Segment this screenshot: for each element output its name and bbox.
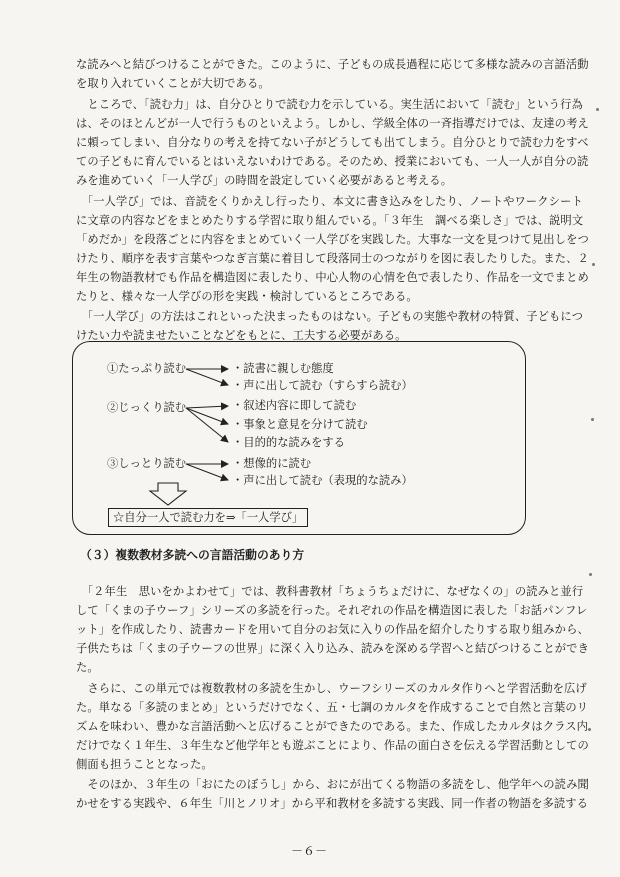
diagram-item: ・叙述内容に即して読む bbox=[232, 399, 357, 412]
text-line: 「めだか」を段落ごとに内容をまとめていく一人学びを実践した。大事な一文を見つけて見出しをつ bbox=[76, 233, 589, 246]
diagram-item: ・目的的な読みをする bbox=[232, 436, 345, 449]
text-line: たりと、様々な一人学びの形を実践・検討しているところである。 bbox=[76, 290, 418, 303]
text-line: に文章の内容などをまとめたりする学習に取り組んでいる。「３年生 調べる楽しさ」では、説明文 bbox=[76, 214, 584, 227]
text-line: な読みへと結びつけることができた。このように、子どもの成長過程に応じて多様な読みの言語活動 bbox=[76, 58, 589, 71]
text-line: みを進めていく「一人学び」の時間を設定していく必要があると考える。 bbox=[76, 174, 453, 187]
page-number: －６－ bbox=[291, 844, 328, 858]
text-line: そのほか、３年生の「おにたのぼうし」から、おにが出てくる物語の多読をし、他学年への読み聞 bbox=[76, 778, 589, 791]
text-line: 側面も担うこととなった。 bbox=[76, 758, 213, 771]
text-line: だけでなく１年生、３年生など他学年とも遊ぶことにより、作品の面白さを伝える学習活動としての bbox=[76, 739, 589, 752]
text-line: 子供たちは「くまの子ウーフの世界」に深く入り込み、読みを深める学習へと結びつけることができ bbox=[76, 642, 589, 655]
diagram-item: ・声に出して読む（表現的な読み） bbox=[232, 474, 413, 487]
text-line: ところで、「読む力」は、自分ひとりで読む力を示している。実生活において「読む」という行為 bbox=[76, 98, 583, 111]
text-line: に頼ってしまい、自分なりの考えを持てない子がどうしても出てしまう。自分ひとりで読む力をすべ bbox=[76, 136, 589, 149]
text-line: ズムを味わい、豊かな言語活動へと広げることができたのである。また、作成したカルタはクラス内 bbox=[76, 720, 589, 733]
diagram-item: ・読書に親しむ態度 bbox=[232, 362, 334, 375]
paragraph-multi-reading bbox=[76, 582, 589, 677]
mode-label-ample-reading: ①たっぷり読む bbox=[107, 362, 187, 375]
down-arrow-icon bbox=[148, 482, 188, 506]
text-line: けたい力や読ませたいことなどをもとに、工夫する必要がある。 bbox=[76, 329, 407, 342]
diagram-conclusion: ☆自分一人で読む力を⇒「一人学び」 bbox=[108, 508, 308, 527]
paragraph-karuta bbox=[76, 679, 589, 774]
text-line: かせをする実践や、６年生「川とノリオ」から平和教材を多読する実践、同一作者の物語を多読する bbox=[76, 797, 589, 810]
text-line: は、そのほとんどが一人で行うものといえよう。しかし、学級全体の一斉指導だけでは、友達の考え bbox=[76, 117, 589, 130]
scan-speck bbox=[592, 263, 595, 266]
diagram-item: ・声に出して読む（すらすら読む） bbox=[232, 379, 413, 392]
text-line: 「一人学び」の方法はこれといった決まったものはない。子どもの実態や教材の特質、子どもにつ bbox=[76, 310, 583, 323]
text-line: 年生の物語教材でも作品を構造図に表したり、中心人物の心情を色で表したり、作品を一文でまとめ bbox=[76, 271, 589, 284]
mode-label-careful-reading: ②じっくり読む bbox=[107, 401, 187, 414]
text-line: た。 bbox=[76, 661, 99, 674]
text-line: ての子どもに育んでいるとはいえないわけである。そのため、授業においても、一人一人が自分の読 bbox=[76, 155, 589, 168]
text-line: た。単なる「多読のまとめ」というだけでなく、五・七調のカルタを作成することで自然と言葉のリ bbox=[76, 701, 589, 714]
scan-speck bbox=[591, 418, 594, 421]
diagram-item: ・事象と意見を分けて読む bbox=[232, 418, 368, 431]
text-line: さらに、この単元では複数教材の多読を生かし、ウーフシリーズのカルタ作りへと学習活動を広げ bbox=[76, 682, 587, 695]
mode-label-calm-reading: ③しっとり読む bbox=[107, 457, 187, 470]
scan-speck bbox=[589, 573, 592, 576]
section-heading: （３）複数教材多読への言語活動のあり方 bbox=[80, 548, 305, 562]
text-line: 「２年生 思いをかよわせて」では、教科書教材「ちょうちょだけに、なぜなくの」の読みと並行 bbox=[76, 585, 584, 598]
text-line: して「くまの子ウーフ」シリーズの多読を行った。それぞれの作品を構造図に表した「お話パンフレ bbox=[76, 604, 588, 617]
text-line: を取り入れていくことが大切である。 bbox=[76, 77, 270, 90]
paragraph-other-practices bbox=[76, 775, 589, 813]
text-line: 「一人学び」では、音読をくりかえし行ったり、本文に書き込みをしたり、ノートやワークシート bbox=[76, 195, 583, 208]
text-line: ット」を作成したり、読書カードを用いて自分のお気に入りの作品を紹介したりする取り組みから、 bbox=[76, 623, 589, 636]
text-line: けたり、順序を表す言葉やつなぎ言葉に着目して段落同士のつながりを図に表したりした。また、２ bbox=[76, 252, 589, 265]
diagram-item: ・想像的に読む bbox=[232, 457, 312, 470]
scan-speck bbox=[596, 108, 599, 111]
scan-speck bbox=[588, 728, 591, 731]
